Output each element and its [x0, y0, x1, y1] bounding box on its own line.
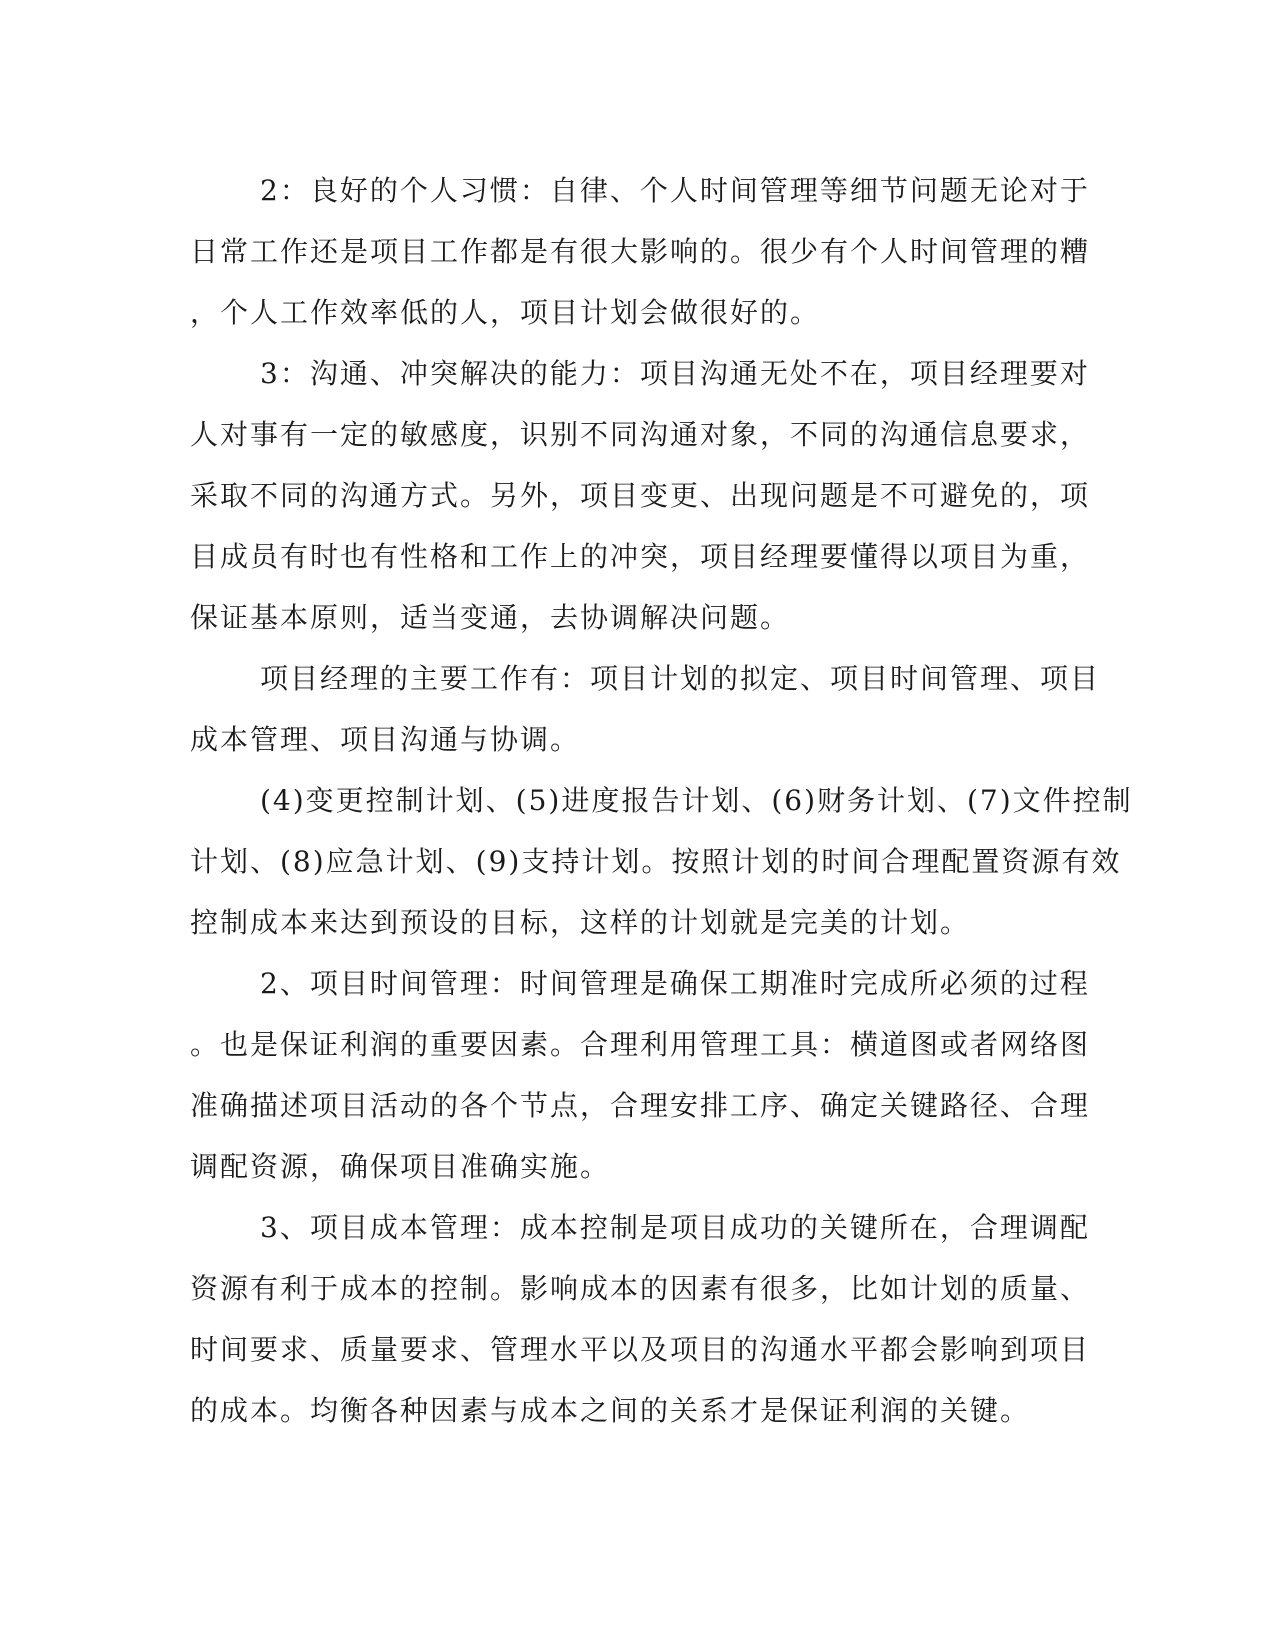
text-line: 3：沟通、冲突解决的能力：项目沟通无处不在，项目经理要对 — [260, 357, 1090, 390]
text-line: 人对事有一定的敏感度，识别不同沟通对象，不同的沟通信息要求， — [190, 418, 1091, 451]
text-line: 准确描述项目活动的各个节点，合理安排工序、确定关键路径、合理 — [190, 1089, 1091, 1122]
paragraph-main-work — [190, 648, 1101, 770]
text-line: (4)变更控制计划、(5)进度报告计划、(6)财务计划、(7)文件控制 — [260, 784, 1133, 817]
text-line: 计划、(8)应急计划、(9)支持计划。按照计划的时间合理配置资源有效 — [190, 845, 1122, 878]
text-line: 控制成本来达到预设的目标，这样的计划就是完美的计划。 — [190, 906, 971, 939]
paragraph-plans-list — [190, 770, 1133, 953]
text-line: 调配资源，确保项目准确实施。 — [190, 1150, 611, 1183]
paragraph-communication — [190, 343, 1091, 648]
paragraph-personal-habits — [190, 160, 1091, 343]
text-line: 时间要求、质量要求、管理水平以及项目的沟通水平都会影响到项目 — [190, 1333, 1091, 1366]
text-line: 2：良好的个人习惯：自律、个人时间管理等细节问题无论对于 — [260, 174, 1090, 207]
paragraph-cost-management — [190, 1197, 1091, 1441]
text-line: 的成本。均衡各种因素与成本之间的关系才是保证利润的关键。 — [190, 1394, 1031, 1427]
text-line: 采取不同的沟通方式。另外，项目变更、出现问题是不可避免的，项 — [190, 479, 1091, 512]
text-line: 成本管理、项目沟通与协调。 — [190, 723, 581, 756]
text-line: 保证基本原则，适当变通，去协调解决问题。 — [190, 601, 791, 634]
text-line: 日常工作还是项目工作都是有很大影响的。很少有个人时间管理的糟 — [190, 235, 1091, 268]
text-line: 目成员有时也有性格和工作上的冲突，项目经理要懂得以项目为重， — [190, 540, 1091, 573]
paragraph-time-management — [190, 953, 1091, 1197]
text-line: 3、项目成本管理：成本控制是项目成功的关键所在，合理调配 — [260, 1211, 1090, 1244]
text-line: 。也是保证利润的重要因素。合理利用管理工具：横道图或者网络图 — [190, 1028, 1091, 1061]
document-body — [190, 160, 1133, 1441]
text-line: 项目经理的主要工作有：项目计划的拟定、项目时间管理、项目 — [260, 662, 1101, 695]
text-line: 2、项目时间管理：时间管理是确保工期准时完成所必须的过程 — [260, 967, 1090, 1000]
text-line: 资源有利于成本的控制。影响成本的因素有很多，比如计划的质量、 — [190, 1272, 1091, 1305]
text-line: ，个人工作效率低的人，项目计划会做很好的。 — [190, 296, 821, 329]
